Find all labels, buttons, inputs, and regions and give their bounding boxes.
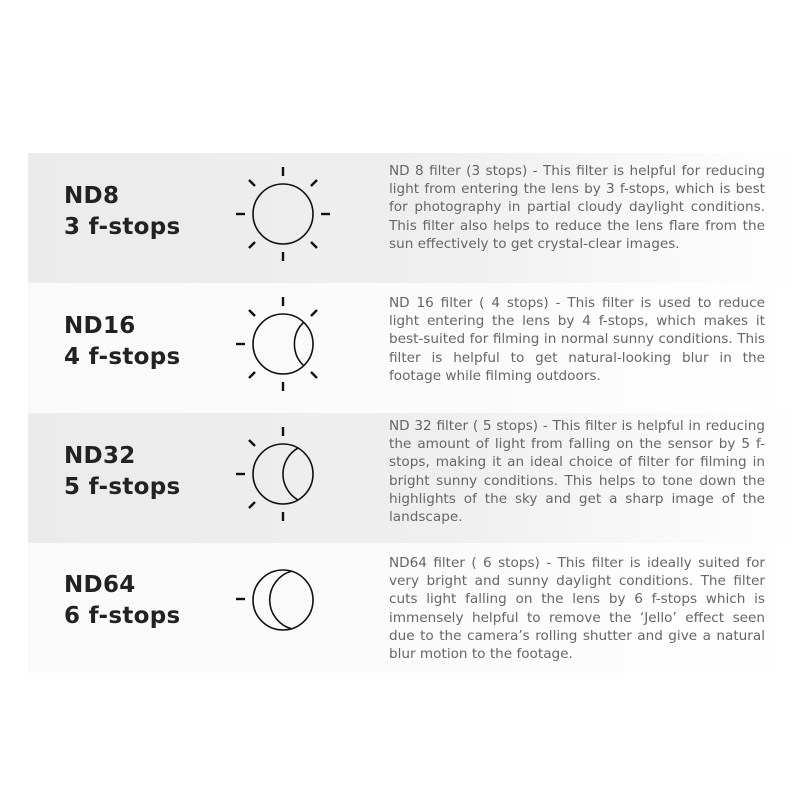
filter-title xyxy=(64,311,181,373)
sun-half-covered-icon xyxy=(226,417,340,531)
sun-slightly-covered-icon xyxy=(226,287,340,401)
filter-row-nd8 xyxy=(28,153,800,283)
filter-description: ND 32 filter ( 5 stops) - This filter is helpful in reducing the amount of light from falling on the sensor by 5 f-stops, making it an ideal choice of filter for filming in bright sunny conditions. This helps to tone down the highlights of the sky and get a sharp image of the landscape. xyxy=(389,418,765,526)
filter-name: ND32 xyxy=(64,443,136,469)
crescent-sun-icon xyxy=(226,543,340,657)
filter-name: ND64 xyxy=(64,572,136,598)
filter-name: ND16 xyxy=(64,313,136,339)
filter-stops: 6 f-stops xyxy=(64,603,181,629)
filter-stops: 5 f-stops xyxy=(64,474,181,500)
filter-title xyxy=(64,570,181,632)
filter-description: ND 8 filter (3 stops) - This filter is helpful for reducing light from entering the lens by 3 f-stops, which is best for photography in partial cloudy daylight conditions. This filter also helps to reduce the lens flare from the sun effectively to get crystal-clear images. xyxy=(389,163,765,252)
filter-title xyxy=(64,181,181,243)
filter-row-nd64 xyxy=(28,543,800,673)
filter-title xyxy=(64,441,181,503)
filter-row-nd16 xyxy=(28,283,800,413)
filter-stops: 4 f-stops xyxy=(64,344,181,370)
full-sun-icon xyxy=(226,157,340,271)
filter-stops: 3 f-stops xyxy=(64,214,181,240)
filter-row-nd32 xyxy=(28,413,800,543)
filter-name: ND8 xyxy=(64,183,120,209)
filter-description: ND64 filter ( 6 stops) - This filter is ideally suited for very bright and sunny daylight conditions. The filter cuts light falling on the lens by 6 f-stops which is immensely helpful to remove the ‘Jello’ effect seen due to the camera’s rolling shutter and give a natural blur motion to the footage. xyxy=(389,555,765,663)
filter-description: ND 16 filter ( 4 stops) - This filter is used to reduce light entering the lens by 4 f-stops, which makes it best-suited for filming in normal sunny conditions. This filter is helpful to get natural-looking blur in the footage while filming outdoors. xyxy=(389,295,765,384)
